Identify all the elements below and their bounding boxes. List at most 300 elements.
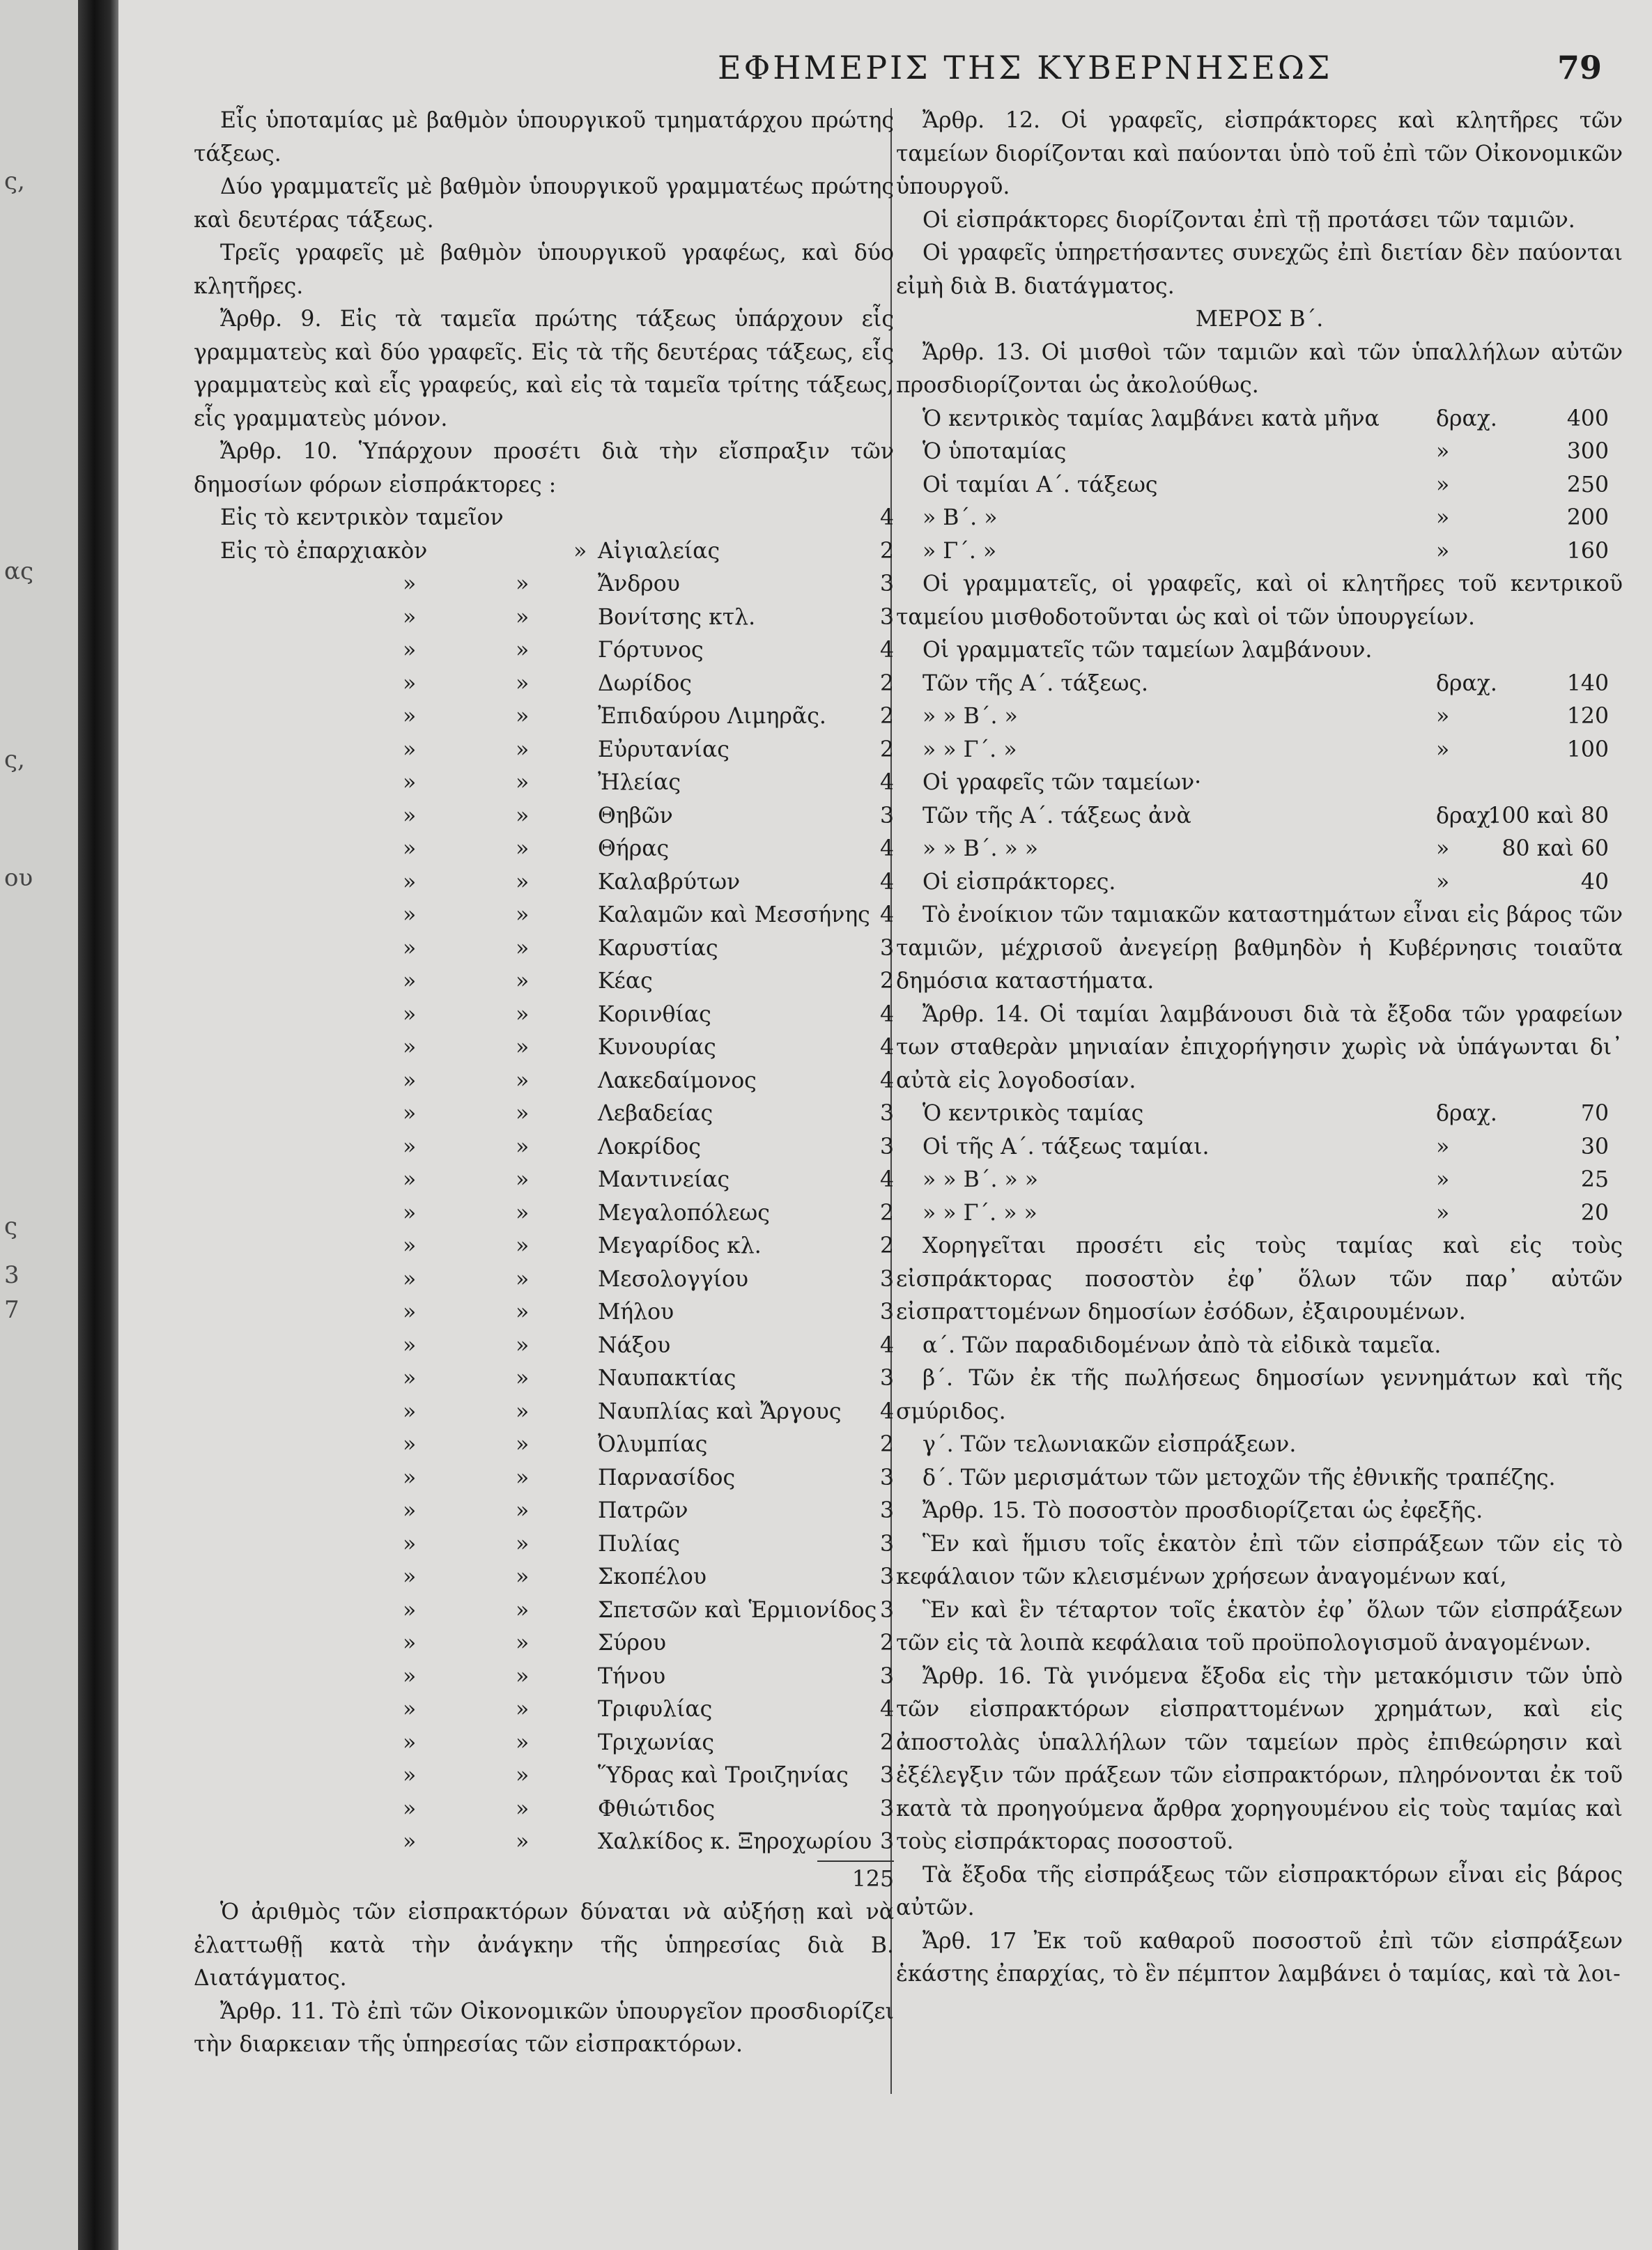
count: 4	[879, 869, 894, 895]
ditto-mark: »	[403, 1167, 417, 1192]
ditto-mark: »	[516, 670, 530, 696]
count: 3	[879, 1101, 894, 1126]
treasury-name: Τριχωνίας	[598, 1729, 715, 1755]
salary-row	[896, 1131, 1623, 1164]
article-9: Ἄρθρ. 9. Εἰς τὰ ταμεῖα πρώτης τάξεως ὑπάρχουν εἷς γραμματεὺς καὶ δύο γραφεῖς. Εἰς τὰ τῆς δευτέρας τάξεως, εἷς γραμματεὺς καὶ εἷς γραφεύς, καὶ εἰς τὰ ταμεῖα τρίτης τάξεως, εἷς γραμματεὺς μόνον.	[194, 307, 894, 431]
table-row	[194, 1627, 894, 1660]
ditto-mark: »	[516, 1332, 530, 1358]
ditto-mark: »	[516, 1597, 530, 1623]
table-row	[194, 1428, 894, 1462]
list-item: α΄. Τῶν παραδιδομένων ἀπὸ τὰ εἰδικὰ ταμεῖα.	[923, 1332, 1442, 1358]
ditto-mark: »	[516, 1001, 530, 1027]
currency-mark: »	[1436, 737, 1450, 762]
table-row	[194, 800, 894, 833]
table-row	[194, 1164, 894, 1197]
count: 2	[879, 969, 894, 994]
ditto-mark: »	[516, 1035, 530, 1060]
ditto-mark: »	[516, 1796, 530, 1821]
currency-mark: »	[1436, 1200, 1450, 1226]
treasury-name: Μεγαρίδος κλ.	[598, 1233, 762, 1258]
ditto-mark: »	[403, 704, 417, 729]
table-row	[194, 1759, 894, 1793]
count: 2	[879, 1200, 894, 1226]
ditto-mark: »	[516, 836, 530, 861]
treasury-name: Μαντινείας	[598, 1167, 730, 1192]
ditto-mark: »	[403, 803, 417, 829]
paragraph: Οἱ εἰσπράκτορες διορίζονται ἐπὶ τῇ προτάσει τῶν ταμιῶν.	[923, 207, 1575, 233]
ditto-mark: »	[403, 604, 417, 630]
treasury-name: Χαλκίδος κ. Ξηροχωρίου	[598, 1829, 872, 1854]
treasury-name: Ναυπακτίας	[598, 1366, 736, 1391]
currency-mark: δραχ.	[1436, 406, 1497, 431]
count: 4	[879, 505, 894, 530]
salary-value: 160	[1566, 538, 1609, 564]
table-row	[194, 932, 894, 966]
table-row	[194, 568, 894, 601]
table-row	[194, 1462, 894, 1495]
treasury-name: Γόρτυνος	[598, 638, 704, 663]
treasury-name: Κορινθίας	[598, 1001, 711, 1027]
previous-page-strip	[0, 0, 78, 2250]
table-row	[194, 700, 894, 734]
count: 3	[879, 571, 894, 596]
treasury-name: Ὕδρας καὶ Τροιζηνίας	[598, 1763, 849, 1788]
paragraph: Τὰ ἔξοδα τῆς εἰσπράξεως τῶν εἰσπρακτόρων εἶναι εἰς βάρος αὐτῶν.	[896, 1862, 1623, 1920]
treasury-name: Λοκρίδος	[598, 1134, 701, 1159]
table-row	[194, 1296, 894, 1330]
table-row	[194, 965, 894, 999]
page-header-title: ΕΦΗΜΕΡΙΣ ΤΗΣ ΚΥΒΕΡΝΗΣΕΩΣ	[718, 49, 1333, 86]
salary-label: Ὁ ὑποταμίας	[923, 439, 1067, 464]
count: 3	[879, 803, 894, 829]
list-item: β΄. Τῶν ἐκ τῆς πωλήσεως δημοσίων γεννημάτων καὶ τῆς σμύριδος.	[896, 1366, 1623, 1424]
table-row	[194, 1495, 894, 1528]
ditto-mark: »	[403, 571, 417, 596]
ditto-mark: »	[516, 803, 530, 829]
ditto-mark: »	[403, 836, 417, 861]
ditto-mark: »	[516, 1167, 530, 1192]
salary-row	[896, 469, 1623, 502]
count: 2	[879, 1233, 894, 1258]
ditto-mark: »	[516, 1498, 530, 1523]
count: 4	[879, 1035, 894, 1060]
salary-value: 20	[1580, 1200, 1609, 1226]
table-row	[194, 502, 894, 535]
treasury-name: Πατρῶν	[598, 1498, 688, 1523]
paragraph: Οἱ γραφεῖς ὑπηρετήσαντες συνεχῶς ἐπὶ διετίαν δὲν παύονται εἰμὴ διὰ Β. διατάγματος.	[896, 240, 1623, 299]
treasury-name: Μεγαλοπόλεως	[598, 1200, 770, 1226]
count: 3	[879, 1498, 894, 1523]
salary-value: 200	[1566, 505, 1609, 530]
currency-mark: δραχ.	[1436, 1101, 1497, 1126]
count: 3	[879, 1266, 894, 1292]
treasury-name: Κέας	[598, 969, 653, 994]
ditto-mark: »	[516, 770, 530, 795]
treasury-name: Εὐρυτανίας	[598, 737, 729, 762]
currency-mark: δραχ.	[1436, 803, 1497, 829]
count: 3	[879, 1763, 894, 1788]
article-15: Ἄρθρ. 15. Τὸ ποσοστὸν προσδιορίζεται ὡς ἐφεξῆς.	[923, 1498, 1483, 1523]
ditto-mark: »	[403, 770, 417, 795]
total-row	[194, 1863, 894, 1897]
currency-mark: δραχ.	[1436, 670, 1497, 696]
ditto-mark: »	[403, 1398, 417, 1424]
count: 4	[879, 902, 894, 927]
treasury-name: Καλαμῶν καὶ Μεσσήνης	[598, 902, 870, 927]
treasury-name: Βονίτσης κτλ.	[598, 604, 756, 630]
ditto-mark: »	[403, 1729, 417, 1755]
margin-fragment: ς	[4, 1212, 18, 1240]
ditto-mark: »	[403, 1200, 417, 1226]
table-row	[194, 1131, 894, 1164]
ditto-mark: »	[403, 1631, 417, 1656]
salary-row	[896, 403, 1623, 436]
salary-label: » Β΄. »	[923, 505, 998, 530]
article-10: Ἄρθρ. 10. Ὑπάρχουν προσέτι διὰ τὴν εἴσπραξιν τῶν δημοσίων φόρων εἰσπράκτορες :	[194, 439, 894, 498]
ditto-mark: »	[516, 571, 530, 596]
count: 4	[879, 836, 894, 861]
count: 4	[879, 1398, 894, 1424]
count: 3	[879, 1796, 894, 1821]
ditto-mark: »	[516, 1432, 530, 1457]
count: 4	[879, 638, 894, 663]
ditto-mark: »	[403, 1465, 417, 1490]
salary-label: Τῶν τῆς Α΄. τάξεως.	[923, 670, 1149, 696]
salary-label: Οἱ εἰσπράκτορες.	[923, 869, 1116, 895]
paragraph: Τὸ ἐνοίκιον τῶν ταμιακῶν καταστημάτων εἶναι εἰς βάρος τῶν ταμιῶν, μέχρισοῦ ἀνεγείρῃ βαθμηδὸν ἡ Κυβέρνησις τοιαῦτα δημόσια καταστήματα.	[896, 902, 1623, 994]
margin-fragment: 3	[4, 1261, 20, 1289]
salary-label: Τῶν τῆς Α΄. τάξεως ἀνὰ	[923, 803, 1191, 829]
ditto-mark: »	[516, 1300, 530, 1325]
total-count: 125	[851, 1866, 894, 1892]
ditto-mark: »	[573, 538, 587, 564]
count: 3	[879, 1663, 894, 1689]
salary-row	[896, 502, 1623, 535]
salary-value: 30	[1580, 1134, 1609, 1159]
ditto-mark: »	[516, 1068, 530, 1093]
ditto-mark: »	[403, 1300, 417, 1325]
ditto-mark: »	[516, 1531, 530, 1557]
treasury-name: Μήλου	[598, 1300, 674, 1325]
count: 2	[879, 538, 894, 564]
collectors-table	[194, 502, 894, 1896]
ditto-mark: »	[403, 1266, 417, 1292]
table-row	[194, 999, 894, 1032]
table-row	[194, 833, 894, 866]
expense-table	[896, 1097, 1623, 1230]
table-row	[194, 866, 894, 900]
margin-fragment: ας	[4, 557, 34, 585]
treasury-name: Καλαβρύτων	[598, 869, 741, 895]
table-row	[194, 1693, 894, 1727]
salary-label: » » Γ΄. » »	[923, 1200, 1037, 1226]
ditto-mark: »	[516, 1829, 530, 1854]
count: 4	[879, 770, 894, 795]
ditto-mark: »	[403, 670, 417, 696]
treasury-name: Ναυπλίας καὶ Ἄργους	[598, 1398, 842, 1424]
table-row	[194, 1793, 894, 1826]
gazette-page	[118, 0, 1652, 2250]
salary-table	[896, 403, 1623, 569]
ditto-mark: »	[403, 1763, 417, 1788]
ditto-mark: »	[516, 1564, 530, 1589]
part-heading: ΜΕΡΟΣ Β΄.	[1195, 307, 1324, 332]
treasury-name: Φθιώτιδος	[598, 1796, 716, 1821]
ditto-mark: »	[403, 1068, 417, 1093]
currency-mark: »	[1436, 472, 1450, 498]
salary-label: » » Β΄. »	[923, 704, 1018, 729]
currency-mark: »	[1436, 505, 1450, 530]
salary-value: 40	[1580, 869, 1609, 895]
count: 3	[879, 1564, 894, 1589]
treasury-name: Παρνασίδος	[598, 1465, 736, 1490]
salary-value: 120	[1566, 704, 1609, 729]
ditto-mark: »	[403, 1829, 417, 1854]
table-row	[194, 634, 894, 668]
ditto-mark: »	[516, 969, 530, 994]
salary-table	[896, 668, 1623, 767]
ditto-mark: »	[516, 1729, 530, 1755]
count: 3	[879, 1465, 894, 1490]
treasury-name: Πυλίας	[598, 1531, 680, 1557]
treasury-name: Θηβῶν	[598, 803, 673, 829]
count: 3	[879, 1829, 894, 1854]
salary-value: 100	[1566, 737, 1609, 762]
salary-value: 80 καὶ 60	[1502, 836, 1609, 861]
paragraph: Τρεῖς γραφεῖς μὲ βαθμὸν ὑπουργικοῦ γραφέως, καὶ δύο κλητῆρες.	[194, 240, 894, 299]
ditto-mark: »	[516, 1233, 530, 1258]
salary-value: 100 καὶ 80	[1488, 803, 1609, 829]
table-row	[194, 1826, 894, 1859]
currency-mark: »	[1436, 538, 1450, 564]
treasury-name: Σύρου	[598, 1631, 667, 1656]
salary-label: » Γ΄. »	[923, 538, 997, 564]
table-row	[194, 1031, 894, 1065]
ditto-mark: »	[403, 1432, 417, 1457]
ditto-mark: »	[403, 935, 417, 961]
salary-row	[896, 1197, 1623, 1231]
salary-row	[896, 436, 1623, 469]
treasury-name: Λεβαδείας	[598, 1101, 713, 1126]
count: 3	[879, 604, 894, 630]
provincial-label: Εἰς τὸ ἐπαρχιακὸν	[220, 538, 428, 564]
central-label: Εἰς τὸ κεντρικὸν ταμεῖον	[220, 505, 504, 530]
ditto-mark: »	[403, 1597, 417, 1623]
salary-value: 70	[1580, 1101, 1609, 1126]
count: 2	[879, 1631, 894, 1656]
table-row	[194, 1362, 894, 1396]
ditto-mark: »	[403, 1531, 417, 1557]
ditto-mark: »	[516, 1697, 530, 1722]
ditto-mark: »	[403, 1796, 417, 1821]
ditto-mark: »	[403, 1697, 417, 1722]
ditto-mark: »	[403, 1564, 417, 1589]
ditto-mark: »	[403, 1332, 417, 1358]
table-row	[194, 1561, 894, 1594]
table-row	[194, 1594, 894, 1628]
salary-label: » » Γ΄. »	[923, 737, 1017, 762]
ditto-mark: »	[403, 902, 417, 927]
count: 3	[879, 1597, 894, 1623]
ditto-mark: »	[516, 704, 530, 729]
ditto-mark: »	[516, 604, 530, 630]
count: 4	[879, 1332, 894, 1358]
treasury-name: Σπετσῶν καὶ Ἑρμιονίδος	[598, 1597, 877, 1623]
ditto-mark: »	[403, 969, 417, 994]
ditto-mark: »	[403, 1233, 417, 1258]
table-row	[194, 1197, 894, 1231]
treasury-name: Ἐπιδαύρου Λιμηρᾶς.	[598, 704, 826, 729]
table-row	[194, 668, 894, 701]
treasury-name: Ἠλείας	[598, 770, 681, 795]
salary-label: Οἱ ταμίαι Α΄. τάξεως	[923, 472, 1158, 498]
ditto-mark: »	[516, 1134, 530, 1159]
article-14: Ἄρθρ. 14. Οἱ ταμίαι λαμβάνουσι διὰ τὰ ἔξοδα τῶν γραφείων των σταθερὰν μηνιαίαν ἐπιχορήγησιν χωρὶς νὰ ὑπάγωνται δι᾽ αὐτὰ εἰς λογοδοσίαν.	[896, 1001, 1623, 1093]
count: 2	[879, 704, 894, 729]
count: 2	[879, 670, 894, 696]
count: 4	[879, 1697, 894, 1722]
count: 4	[879, 1167, 894, 1192]
ditto-mark: »	[516, 1398, 530, 1424]
ditto-mark: »	[403, 1134, 417, 1159]
currency-mark: »	[1436, 1134, 1450, 1159]
left-column	[194, 105, 894, 2062]
currency-mark: »	[1436, 439, 1450, 464]
ditto-mark: »	[403, 1663, 417, 1689]
ditto-mark: »	[516, 935, 530, 961]
article-16: Ἄρθρ. 16. Τὰ γινόμενα ἔξοδα εἰς τὴν μετακόμισιν τῶν ὑπὸ τῶν εἰσπρακτόρων εἰσπραττομένων χρημάτων, καὶ εἰς ἀποστολὰς ὑπαλλήλων τῶν ταμείων πρὸς ἐπιθεώρησιν καὶ ἐξέλεγξιν τῶν πράξεων τῶν εἰσπρακτόρων, πληρόνονται ἐκ τοῦ κατὰ τὰ προηγούμενα ἄρθρα χορηγουμένου εἰς τοὺς ταμίας καὶ τοὺς εἰσπράκτορας ποσοστοῦ.	[896, 1663, 1623, 1854]
salary-label: » » Β΄. » »	[923, 836, 1039, 861]
salary-row	[896, 800, 1623, 833]
ditto-mark: »	[516, 1101, 530, 1126]
paragraph: Οἱ γραφεῖς τῶν ταμείων·	[923, 770, 1202, 795]
salary-row	[896, 1097, 1623, 1131]
salary-value: 400	[1566, 406, 1609, 431]
salary-table	[896, 800, 1623, 900]
salary-label: Οἱ τῆς Α΄. τάξεως ταμίαι.	[923, 1134, 1210, 1159]
ditto-mark: »	[403, 1001, 417, 1027]
table-row	[194, 1330, 894, 1363]
margin-fragment: ς,	[4, 167, 25, 195]
table-row	[194, 1528, 894, 1562]
salary-value: 25	[1580, 1167, 1609, 1192]
paragraph: Ἓν καὶ ἥμισυ τοῖς ἑκατὸν ἐπὶ τῶν εἰσπράξεων τῶν εἰς τὸ κεφάλαιον τῶν κλεισμένων χρήσεων ἀναγομένων καί,	[896, 1531, 1623, 1589]
table-row	[194, 734, 894, 767]
salary-row	[896, 833, 1623, 866]
currency-mark: »	[1436, 704, 1450, 729]
article-12: Ἄρθρ. 12. Οἱ γραφεῖς, εἰσπράκτορες καὶ κλητῆρες τῶν ταμείων διορίζονται καὶ παύονται ὑπὸ τοῦ ἐπὶ τῶν Οἰκονομικῶν ὑπουργοῦ.	[896, 108, 1623, 199]
margin-fragment: 7	[4, 1296, 20, 1324]
salary-row	[896, 535, 1623, 569]
article-11: Ἄρθρ. 11. Τὸ ἐπὶ τῶν Οἰκονομικῶν ὑπουργεῖον προσδιορίζει τὴν διαρκειαν τῆς ὑπηρεσίας τῶν εἰσπρακτόρων.	[194, 1998, 894, 2057]
ditto-mark: »	[403, 1498, 417, 1523]
salary-value: 300	[1566, 439, 1609, 464]
ditto-mark: »	[516, 1631, 530, 1656]
salary-row	[896, 866, 1623, 900]
ditto-mark: »	[516, 1465, 530, 1490]
count: 3	[879, 935, 894, 961]
count: 3	[879, 1531, 894, 1557]
treasury-name: Λακεδαίμονος	[598, 1068, 757, 1093]
count: 2	[879, 1729, 894, 1755]
treasury-name: Τήνου	[598, 1663, 666, 1689]
ditto-mark: »	[516, 1366, 530, 1391]
treasury-name: Τριφυλίας	[598, 1697, 713, 1722]
ditto-mark: »	[516, 1763, 530, 1788]
count: 2	[879, 737, 894, 762]
book-binding-shadow	[78, 0, 118, 2250]
right-column	[896, 105, 1623, 1991]
treasury-rows	[194, 568, 894, 1859]
ditto-mark: »	[403, 1101, 417, 1126]
paragraph: Ὁ ἀριθμὸς τῶν εἰσπρακτόρων δύναται νὰ αὐξήσῃ καὶ νὰ ἐλαττωθῇ κατὰ τὴν ἀνάγκην τῆς ὑπηρεσίας διὰ Β. Διατάγματος.	[194, 1900, 894, 1991]
treasury-name: Ὀλυμπίας	[598, 1432, 708, 1457]
treasury-name: Αἰγιαλείας	[598, 538, 720, 564]
table-row	[194, 766, 894, 800]
count: 3	[879, 1134, 894, 1159]
treasury-name: Νάξου	[598, 1332, 671, 1358]
page-number: 79	[1557, 49, 1602, 86]
treasury-name: Κυνουρίας	[598, 1035, 716, 1060]
ditto-mark: »	[516, 638, 530, 663]
table-row	[194, 1263, 894, 1297]
table-row	[194, 535, 894, 569]
salary-value: 140	[1566, 670, 1609, 696]
table-row	[194, 1065, 894, 1098]
salary-label: Ὁ κεντρικὸς ταμίας λαμβάνει κατὰ μῆνα	[923, 406, 1380, 431]
ditto-mark: »	[403, 1366, 417, 1391]
currency-mark: »	[1436, 836, 1450, 861]
table-row	[194, 1097, 894, 1131]
count: 3	[879, 1300, 894, 1325]
count: 4	[879, 1001, 894, 1027]
article-17: Ἄρθ. 17 Ἐκ τοῦ καθαροῦ ποσοστοῦ ἐπὶ τῶν εἰσπράξεων ἑκάστης ἐπαρχίας, τὸ ἓν πέμπτον λαμβάνει ὁ ταμίας, καὶ τὰ λοι-	[896, 1928, 1623, 1987]
count: 3	[879, 1366, 894, 1391]
ditto-mark: »	[403, 1035, 417, 1060]
salary-row	[896, 700, 1623, 734]
ditto-mark: »	[516, 1266, 530, 1292]
list-item: γ΄. Τῶν τελωνιακῶν εἰσπράξεων.	[923, 1432, 1297, 1457]
paragraph: Οἱ γραμματεῖς, οἱ γραφεῖς, καὶ οἱ κλητῆρες τοῦ κεντρικοῦ ταμείου μισθοδοτοῦνται ὡς καὶ οἱ τῶν ὑπουργείων.	[896, 571, 1623, 630]
ditto-mark: »	[516, 1200, 530, 1226]
salary-label: » » Β΄. » »	[923, 1167, 1039, 1192]
paragraph: Εἷς ὑποταμίας μὲ βαθμὸν ὑπουργικοῦ τμηματάρχου πρώτης τάξεως.	[194, 108, 894, 167]
margin-fragment: ς,	[4, 746, 25, 773]
treasury-name: Θήρας	[598, 836, 670, 861]
count: 4	[879, 1068, 894, 1093]
currency-mark: »	[1436, 1167, 1450, 1192]
ditto-mark: »	[516, 1663, 530, 1689]
salary-label: Ὁ κεντρικὸς ταμίας	[923, 1101, 1144, 1126]
ditto-mark: »	[516, 869, 530, 895]
table-row	[194, 1230, 894, 1263]
salary-row	[896, 734, 1623, 767]
salary-row	[896, 1164, 1623, 1197]
ditto-mark: »	[403, 869, 417, 895]
ditto-mark: »	[516, 737, 530, 762]
paragraph: Ἓν καὶ ἓν τέταρτον τοῖς ἑκατὸν ἐφ᾽ ὅλων τῶν εἰσπράξεων τῶν εἰς τὰ λοιπὰ κεφάλαια τοῦ προϋπολογισμοῦ ἀναγομένων.	[896, 1597, 1623, 1656]
ditto-mark: »	[403, 737, 417, 762]
table-row	[194, 899, 894, 932]
treasury-name: Δωρίδος	[598, 670, 692, 696]
ditto-mark: »	[516, 902, 530, 927]
count: 2	[879, 1432, 894, 1457]
treasury-name: Σκοπέλου	[598, 1564, 707, 1589]
treasury-name: Ἄνδρου	[598, 571, 680, 596]
table-row	[194, 601, 894, 635]
treasury-name: Καρυστίας	[598, 935, 718, 961]
list-item: δ΄. Τῶν μερισμάτων τῶν μετοχῶν τῆς ἐθνικῆς τραπέζης.	[923, 1465, 1556, 1490]
